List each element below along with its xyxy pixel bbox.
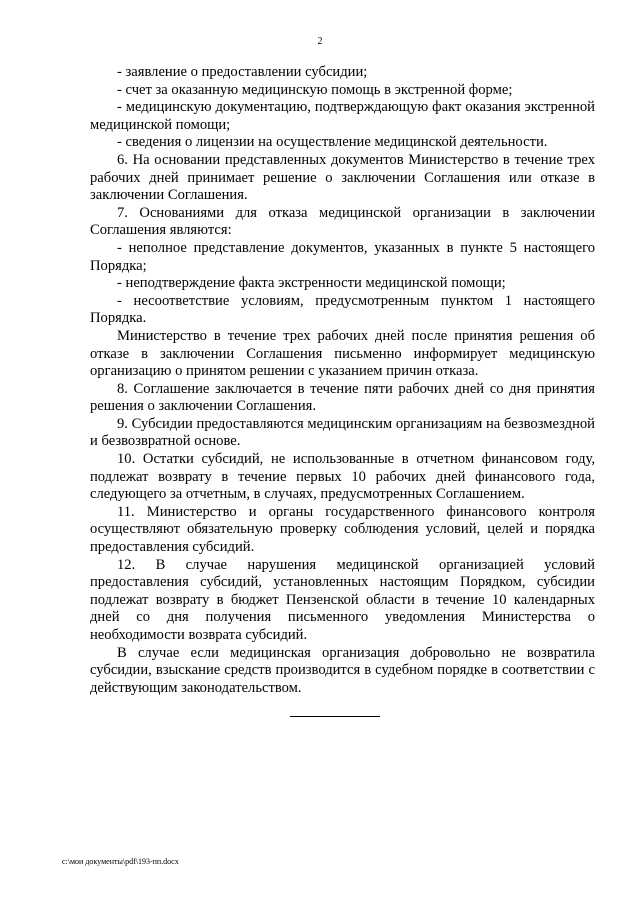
paragraph-clause-10: 10. Остатки субсидий, не использованные в отчетном финансовом году, подлежат возврату в течение первых 10 рабочих дней финансового года, следующего за отчетным, в случаях, предусмотренных Соглашением. [90, 451, 595, 503]
paragraph-list-item-application: - заявление о предоставлении субсидии; [117, 64, 368, 80]
paragraph-court-recovery: В случае если медицинская организация добровольно не возвратила субсидии, взыскание средств производится в судебном порядке в соответствии с действующим законодательством. [90, 644, 595, 696]
footer-file-path: c:\мои документы\pdf\193-пп.docx [62, 857, 179, 866]
paragraph-clause-7: 7. Основаниями для отказа медицинской организации в заключении Соглашения являются: [90, 204, 595, 239]
paragraph-clause-8: 8. Соглашение заключается в течение пяти рабочих дней со дня принятия решения о заключении Соглашения. [90, 380, 595, 415]
paragraph-clause-6: 6. На основании представленных документов Министерство в течение трех рабочих дней принимает решение о заключении Соглашения или отказе в заключении Соглашения. [90, 151, 595, 204]
paragraph-clause-12: 12. В случае нарушения медицинской организацией условий предоставления субсидий, установленных настоящим Порядком, субсидии подлежат возврату в бюджет Пензенской области в течение 10 календарных дней со дня получения письменного уведомления Министерства о необходимости возврата субсидий. [90, 556, 595, 643]
paragraph-refusal-nonconformity: - несоответствие условиям, предусмотренным пунктом 1 настоящего Порядка. [90, 292, 595, 327]
paragraph-refusal-notification: Министерство в течение трех рабочих дней после принятия решения об отказе в заключении Соглашения письменно информирует медицинскую организацию о принятом решении с указанием причин отказа. [90, 327, 595, 380]
paragraph-list-item-invoice: - счет за оказанную медицинскую помощь в экстренной форме; [117, 81, 513, 98]
document-body [90, 64, 595, 697]
paragraph-refusal-incomplete-docs: - неполное представление документов, указанных в пункте 5 настоящего Порядка; [90, 239, 595, 274]
page-number: 2 [317, 36, 323, 47]
paragraph-refusal-not-emergency: - неподтверждение факта экстренности медицинской помощи; [117, 275, 506, 292]
end-of-document-rule [290, 716, 380, 717]
paragraph-list-item-medical-docs: - медицинскую документацию, подтверждающую факт оказания экстренной медицинской помощи; [90, 99, 595, 133]
paragraph-clause-11: 11. Министерство и органы государственного финансового контроля осуществляют обязательную проверку соблюдения условий, целей и порядка предоставления субсидий. [90, 503, 595, 556]
paragraph-clause-9: 9. Субсидии предоставляются медицинским организациям на безвозмездной и безвозвратной основе. [90, 415, 595, 450]
paragraph-list-item-license: - сведения о лицензии на осуществление медицинской деятельности. [117, 134, 548, 151]
